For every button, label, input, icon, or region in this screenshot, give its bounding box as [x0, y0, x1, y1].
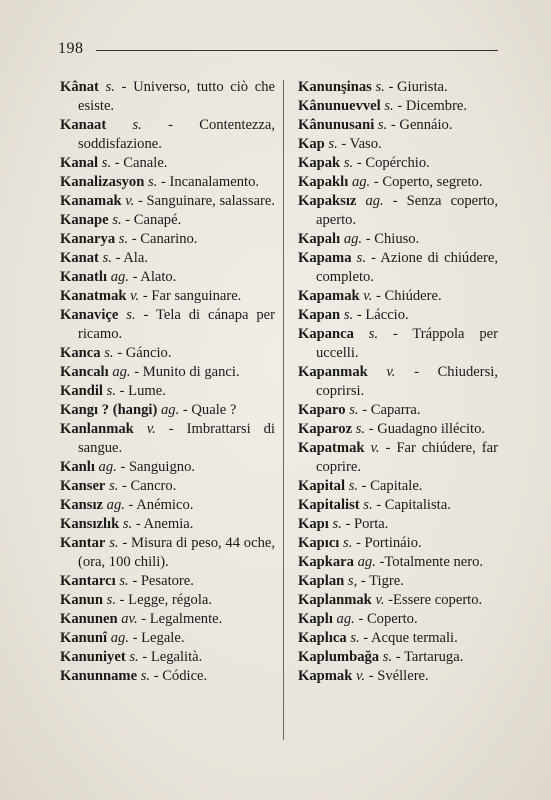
entry-headword: Kantarcı: [60, 573, 116, 589]
dictionary-entry: [60, 648, 275, 667]
entry-headword: Kapak: [298, 155, 341, 171]
entry-part-of-speech: s.: [343, 155, 354, 171]
entry-headword: Kanunen: [60, 611, 118, 627]
entry-headword: Kapan: [298, 307, 341, 323]
dictionary-entry: [298, 496, 498, 515]
dictionary-entry: [60, 173, 275, 192]
entry-definition: -Essere coperto.: [388, 592, 483, 608]
dictionary-entry: [298, 192, 498, 230]
entry-headword: Kanunî: [60, 630, 108, 646]
entry-headword: Kapatmak: [298, 440, 365, 456]
entry-part-of-speech: s.: [109, 478, 119, 494]
entry-part-of-speech: s.: [102, 250, 112, 266]
entry-definition: - Tartaruga.: [395, 649, 464, 665]
entry-headword: Kanunname: [60, 668, 138, 684]
entry-part-of-speech: s.: [355, 421, 366, 437]
entry-definition: - Sanguigno.: [120, 459, 196, 475]
entry-headword: Kapital: [298, 478, 346, 494]
dictionary-entry: [60, 268, 275, 287]
column-divider: [283, 80, 284, 740]
entry-headword: Kapanmak: [298, 364, 368, 380]
entry-definition: - Códice.: [153, 668, 208, 684]
entry-part-of-speech: s.: [350, 630, 360, 646]
entry-definition: - Canapé.: [125, 212, 182, 228]
dictionary-entry: [60, 78, 275, 116]
entry-definition: - Capitalista.: [376, 497, 451, 513]
entry-headword: Kânunuevvel: [298, 98, 381, 114]
entry-part-of-speech: s.: [343, 307, 354, 323]
entry-headword: Kaplan: [298, 573, 345, 589]
entry-headword: Kanamak: [60, 193, 122, 209]
entry-part-of-speech: ag.: [351, 174, 371, 190]
entry-definition: - Chiuso.: [365, 231, 420, 247]
entry-headword: Kanalizasyon: [60, 174, 145, 190]
dictionary-entry: [60, 116, 275, 154]
entry-part-of-speech: s.: [375, 79, 385, 95]
entry-definition: - Tráppola per uccelli.: [316, 326, 498, 361]
entry-headword: Kanca: [60, 345, 101, 361]
entry-headword: Kapı: [298, 516, 329, 532]
entry-part-of-speech: v.: [370, 440, 380, 456]
entry-definition: - Gennáio.: [390, 117, 453, 133]
entry-headword: Kanaviçe: [60, 307, 119, 323]
dictionary-entry: [298, 477, 498, 496]
dictionary-entry: [60, 610, 275, 629]
entry-definition: - Cancro.: [122, 478, 177, 494]
entry-headword: Kapaklı: [298, 174, 349, 190]
entry-definition: - Giurista.: [388, 79, 448, 95]
entry-part-of-speech: s.: [363, 497, 373, 513]
entry-part-of-speech: s.: [122, 516, 133, 532]
entry-definition: - Porta.: [345, 516, 389, 532]
entry-definition: - Anémico.: [128, 497, 194, 513]
dictionary-entry: [60, 211, 275, 230]
header-rule: [96, 50, 498, 51]
entry-headword: Kanlanmak: [60, 421, 134, 437]
entry-definition: - Quale ?: [182, 402, 237, 418]
entry-headword: Kap: [298, 136, 325, 152]
entry-part-of-speech: s.: [112, 212, 122, 228]
entry-headword: Kaplumbağa: [298, 649, 380, 665]
entry-headword: Kapalı: [298, 231, 341, 247]
entry-part-of-speech: v.: [363, 288, 373, 304]
entry-part-of-speech: ag.: [160, 402, 180, 418]
page-number: 198: [58, 40, 84, 57]
entry-definition: - Universo, tutto ciò che esiste.: [78, 79, 275, 114]
entry-part-of-speech: s.: [132, 117, 142, 133]
right-column: [298, 78, 498, 686]
page-header: [58, 40, 498, 60]
entry-definition: - Vaso.: [341, 136, 382, 152]
entry-definition: - Far chiúdere, far coprire.: [316, 440, 498, 475]
entry-headword: Kanatlı: [60, 269, 108, 285]
dictionary-entry: [60, 192, 275, 211]
entry-headword: Kansız: [60, 497, 103, 513]
entry-part-of-speech: v.: [386, 364, 396, 380]
entry-part-of-speech: s.: [384, 98, 394, 114]
dictionary-entry: [298, 420, 498, 439]
entry-headword: Kanat: [60, 250, 99, 266]
entry-definition: - Acque termali.: [363, 630, 458, 646]
dictionary-entry: [60, 515, 275, 534]
dictionary-entry: [298, 306, 498, 325]
entry-part-of-speech: s.: [106, 383, 116, 399]
entry-headword: Kaplanmak: [298, 592, 372, 608]
dictionary-entry: [60, 363, 275, 382]
entry-definition: - Legge, régola.: [119, 592, 213, 608]
entry-headword: Kanape: [60, 212, 109, 228]
entry-part-of-speech: ag.: [98, 459, 117, 475]
dictionary-entry: [298, 401, 498, 420]
entry-definition: - Gáncio.: [117, 345, 172, 361]
entry-part-of-speech: ag.: [106, 497, 125, 513]
entry-part-of-speech: v.: [125, 193, 135, 209]
entry-part-of-speech: s.: [119, 573, 129, 589]
entry-definition: - Misura di peso, 44 oche, (ora, 100 chili).: [78, 535, 275, 570]
entry-headword: Kanlı: [60, 459, 95, 475]
entry-definition: - Coperto.: [358, 611, 418, 627]
entry-headword: Kaparoz: [298, 421, 353, 437]
entry-definition: - Tigre.: [360, 573, 404, 589]
entry-definition: - Incanalamento.: [160, 174, 260, 190]
dictionary-entry: [298, 287, 498, 306]
dictionary-entry: [298, 363, 498, 401]
entry-headword: Kaplıca: [298, 630, 347, 646]
entry-part-of-speech: s.: [348, 478, 359, 494]
dictionary-entry: [60, 154, 275, 173]
dictionary-entry: [298, 78, 498, 97]
entry-headword: Kânat: [60, 79, 99, 95]
entry-definition: - Senza coperto, aperto.: [316, 193, 498, 228]
entry-definition: - Alato.: [132, 269, 177, 285]
dictionary-entry: [60, 382, 275, 401]
entry-definition: - Legalità.: [142, 649, 203, 665]
entry-definition: - Lume.: [119, 383, 166, 399]
dictionary-entry: [298, 534, 498, 553]
entry-part-of-speech: s.: [104, 345, 114, 361]
entry-definition: - Capitale.: [361, 478, 423, 494]
dictionary-entry: [298, 515, 498, 534]
entry-definition: - Azione di chiúdere, completo.: [316, 250, 498, 285]
entry-headword: Kancalı: [60, 364, 109, 380]
entry-headword: Kanal: [60, 155, 99, 171]
entry-definition: - Far sanguinare.: [142, 288, 242, 304]
entry-definition: - Contentezza, soddisfazione.: [78, 117, 276, 152]
entry-definition: - Copérchio.: [356, 155, 430, 171]
entry-definition: - Dicembre.: [397, 98, 468, 114]
dictionary-entry: [298, 629, 498, 648]
entry-headword: Kanuniyet: [60, 649, 126, 665]
entry-definition: - Chiúdere.: [376, 288, 442, 304]
entry-definition: - Chiudersi, coprirsi.: [316, 364, 498, 399]
entry-part-of-speech: s.: [101, 155, 112, 171]
entry-headword: Kanatmak: [60, 288, 127, 304]
entry-part-of-speech: ag.: [357, 554, 376, 570]
entry-part-of-speech: ag.: [343, 231, 363, 247]
entry-part-of-speech: s.: [343, 535, 353, 551]
dictionary-entry: [298, 135, 498, 154]
entry-part-of-speech: s.: [368, 326, 379, 342]
entry-part-of-speech: s.: [140, 668, 151, 684]
dictionary-entry: [60, 572, 275, 591]
entry-part-of-speech: v.: [356, 668, 366, 684]
entry-part-of-speech: s,: [347, 573, 358, 589]
dictionary-entry: [60, 591, 275, 610]
entry-part-of-speech: s.: [356, 250, 366, 266]
entry-part-of-speech: ag.: [336, 611, 355, 627]
dictionary-entry: [60, 306, 275, 344]
dictionary-entry: [298, 230, 498, 249]
entry-headword: Kaparo: [298, 402, 346, 418]
entry-definition: - Svéllere.: [368, 668, 429, 684]
entry-headword: Kanunşinas: [298, 79, 372, 95]
entry-definition: - Ala.: [115, 250, 148, 266]
entry-headword: Kapamak: [298, 288, 360, 304]
dictionary-entry: [60, 230, 275, 249]
entry-headword: Kanun: [60, 592, 103, 608]
entry-definition: - Imbrattarsi di sangue.: [78, 421, 275, 456]
entry-part-of-speech: ag.: [365, 193, 384, 209]
dictionary-entry: [298, 572, 498, 591]
entry-part-of-speech: v.: [130, 288, 140, 304]
dictionary-entry: [298, 610, 498, 629]
dictionary-entry: [298, 553, 498, 572]
entry-part-of-speech: s.: [109, 535, 119, 551]
entry-headword: Kapama: [298, 250, 352, 266]
entry-definition: - Anemia.: [135, 516, 194, 532]
entry-headword: Kapitalist: [298, 497, 360, 513]
entry-part-of-speech: v.: [375, 592, 385, 608]
dictionary-entry: [298, 97, 498, 116]
entry-definition: - Guadagno illécito.: [368, 421, 486, 437]
entry-definition: - Munito di ganci.: [134, 364, 240, 380]
entry-headword: Kanarya: [60, 231, 116, 247]
entry-part-of-speech: s.: [148, 174, 158, 190]
entry-part-of-speech: ag.: [112, 364, 131, 380]
entry-part-of-speech: s.: [105, 79, 115, 95]
entry-part-of-speech: s.: [328, 136, 338, 152]
entry-definition: - Portináio.: [356, 535, 422, 551]
entry-part-of-speech: s.: [118, 231, 129, 247]
entry-definition: -Totalmente nero.: [379, 554, 484, 570]
dictionary-entry: [60, 629, 275, 648]
entry-headword: Kapkara: [298, 554, 354, 570]
dictionary-entry: [298, 325, 498, 363]
dictionary-entry: [60, 667, 275, 686]
entry-headword: Kapanca: [298, 326, 354, 342]
entry-part-of-speech: ag.: [110, 269, 129, 285]
entry-definition: - Láccio.: [356, 307, 409, 323]
entry-part-of-speech: ag.: [110, 630, 129, 646]
dictionary-entry: [298, 667, 498, 686]
dictionary-entry: [60, 344, 275, 363]
dictionary-entry: [298, 648, 498, 667]
dictionary-entry: [60, 287, 275, 306]
entry-headword: Kantar: [60, 535, 106, 551]
entry-definition: - Caparra.: [362, 402, 421, 418]
entry-headword: Kanaat: [60, 117, 107, 133]
entry-headword: Kapmak: [298, 668, 353, 684]
left-column: [60, 78, 275, 686]
entry-part-of-speech: av.: [121, 611, 138, 627]
entry-part-of-speech: s.: [129, 649, 139, 665]
entry-definition: - Legale.: [132, 630, 185, 646]
entry-part-of-speech: s.: [106, 592, 116, 608]
entry-headword: Kapaksız: [298, 193, 357, 209]
entry-part-of-speech: s.: [332, 516, 342, 532]
dictionary-entry: [298, 591, 498, 610]
dictionary-entry: [298, 439, 498, 477]
entry-part-of-speech: s.: [126, 307, 136, 323]
dictionary-entry: [60, 496, 275, 515]
dictionary-entry: [298, 116, 498, 135]
entry-definition: - Coperto, segreto.: [373, 174, 483, 190]
entry-definition: - Legalmente.: [141, 611, 223, 627]
entry-definition: - Pesatore.: [132, 573, 194, 589]
entry-headword: Kandil: [60, 383, 103, 399]
entry-definition: - Canarino.: [131, 231, 198, 247]
dictionary-entry: [298, 249, 498, 287]
dictionary-entry: [298, 154, 498, 173]
entry-part-of-speech: s.: [377, 117, 388, 133]
dictionary-entry: [60, 420, 275, 458]
entry-headword: Kaplı: [298, 611, 333, 627]
entry-part-of-speech: s.: [349, 402, 359, 418]
dictionary-entry: [60, 401, 275, 420]
entry-headword: Kanser: [60, 478, 106, 494]
entry-headword: Kânunusani: [298, 117, 375, 133]
entry-headword: Kapıcı: [298, 535, 340, 551]
entry-definition: - Canale.: [114, 155, 168, 171]
dictionary-entry: [60, 458, 275, 477]
entry-part-of-speech: v.: [146, 421, 156, 437]
entry-definition: - Sanguinare, salassare.: [138, 193, 275, 209]
entry-headword: Kangı ? (hangi): [60, 402, 158, 418]
dictionary-entry: [60, 534, 275, 572]
dictionary-entry: [298, 173, 498, 192]
entry-headword: Kansızlık: [60, 516, 120, 532]
dictionary-entry: [60, 249, 275, 268]
dictionary-entry: [60, 477, 275, 496]
entry-definition: - Tela di cánapa per ricamo.: [78, 307, 275, 342]
entry-part-of-speech: s.: [382, 649, 393, 665]
